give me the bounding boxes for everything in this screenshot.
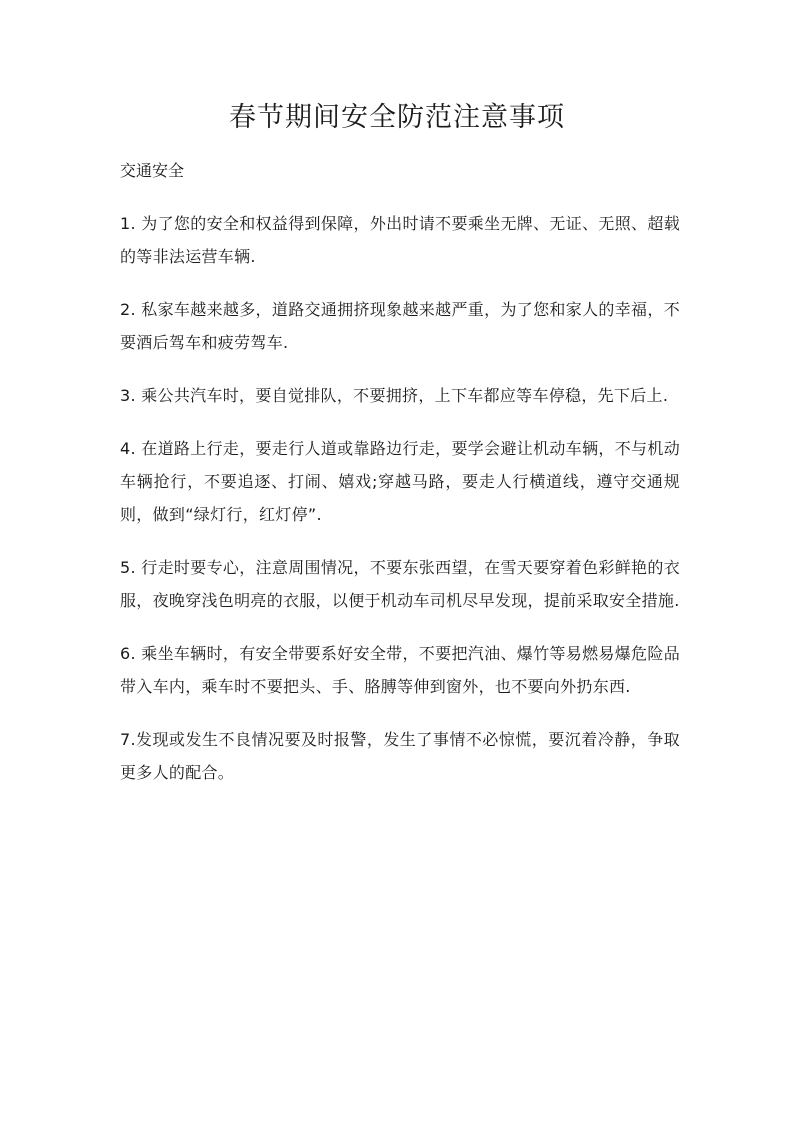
document-title: 春节期间安全防范注意事项 [229,102,565,133]
section-heading: 交通安全 [120,161,185,180]
safety-item-6: 6. 乘坐车辆时，有安全带要系好安全带，不要把汽油、爆竹等易燃易爆危险品带入车内，乘车时不要把头、手、胳膊等伸到窗外，也不要向外扔东西. [120,644,680,696]
safety-items-list [120,207,680,809]
safety-item-2: 2. 私家车越来越多，道路交通拥挤现象越来越严重，为了您和家人的幸福，不要酒后驾车和疲劳驾车. [120,300,680,352]
safety-item-5: 5. 行走时要专心，注意周围情况，不要东张西望，在雪天要穿着色彩鲜艳的衣服，夜晚穿浅色明亮的衣服，以便于机动车司机尽早发现，提前采取安全措施. [120,558,680,610]
safety-item-7: 7.发现或发生不良情况要及时报警，发生了事情不必惊慌，要沉着冷静，争取更多人的配合。 [120,730,680,782]
safety-item-4: 4. 在道路上行走，要走行人道或靠路边行走，要学会避让机动车辆，不与机动车辆抢行，不要追逐、打闹、嬉戏;穿越马路，要走人行横道线，遵守交通规则，做到“绿灯行，红灯停”. [120,439,680,524]
safety-item-3: 3. 乘公共汽车时，要自觉排队，不要拥挤，上下车都应等车停稳，先下后上. [120,386,669,405]
safety-item-1: 1. 为了您的安全和权益得到保障，外出时请不要乘坐无牌、无证、无照、超载的等非法运营车辆. [120,214,680,266]
